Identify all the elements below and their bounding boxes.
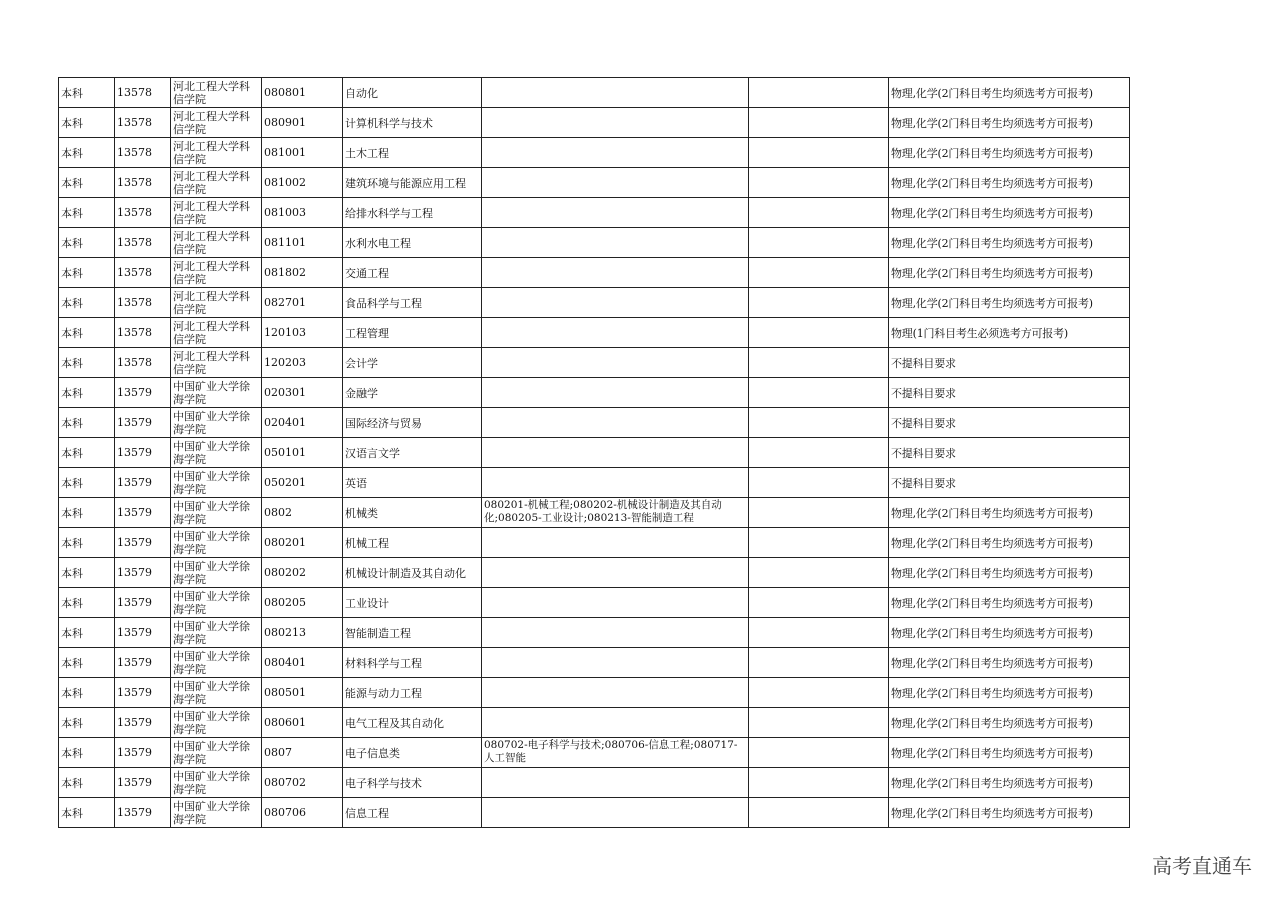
note-cell [749, 648, 889, 678]
level-cell: 本科 [59, 738, 115, 768]
major-code-cell: 080801 [262, 78, 343, 108]
table-row [59, 318, 1130, 348]
school-name-cell: 中国矿业大学徐海学院 [171, 768, 262, 798]
level-cell: 本科 [59, 618, 115, 648]
major-name-cell: 水利水电工程 [343, 228, 482, 258]
school-name-cell: 中国矿业大学徐海学院 [171, 738, 262, 768]
school-name-cell: 中国矿业大学徐海学院 [171, 558, 262, 588]
note-cell [749, 318, 889, 348]
school-code-cell: 13578 [115, 288, 171, 318]
school-code-cell: 13578 [115, 198, 171, 228]
school-code-cell: 13579 [115, 378, 171, 408]
level-cell: 本科 [59, 798, 115, 828]
major-name-cell: 给排水科学与工程 [343, 198, 482, 228]
school-name-cell: 中国矿业大学徐海学院 [171, 708, 262, 738]
subject-requirement-cell: 物理,化学(2门科目考生均须选考方可报考) [889, 108, 1130, 138]
school-name-cell: 中国矿业大学徐海学院 [171, 408, 262, 438]
subject-requirement-cell: 物理,化学(2门科目考生均须选考方可报考) [889, 558, 1130, 588]
major-name-cell: 电子信息类 [343, 738, 482, 768]
level-cell: 本科 [59, 528, 115, 558]
subject-requirement-cell: 物理,化学(2门科目考生均须选考方可报考) [889, 618, 1130, 648]
table-row [59, 378, 1130, 408]
major-name-cell: 金融学 [343, 378, 482, 408]
table-row [59, 348, 1130, 378]
major-name-cell: 电气工程及其自动化 [343, 708, 482, 738]
school-code-cell: 13579 [115, 618, 171, 648]
included-majors-cell [482, 138, 749, 168]
school-name-cell: 中国矿业大学徐海学院 [171, 618, 262, 648]
major-code-cell: 120203 [262, 348, 343, 378]
table-row [59, 438, 1130, 468]
major-code-cell: 081003 [262, 198, 343, 228]
major-name-cell: 电子科学与技术 [343, 768, 482, 798]
included-majors-cell [482, 468, 749, 498]
included-majors-cell [482, 78, 749, 108]
level-cell: 本科 [59, 708, 115, 738]
level-cell: 本科 [59, 168, 115, 198]
included-majors-cell [482, 708, 749, 738]
school-name-cell: 中国矿业大学徐海学院 [171, 798, 262, 828]
school-code-cell: 13579 [115, 768, 171, 798]
note-cell [749, 198, 889, 228]
school-code-cell: 13578 [115, 348, 171, 378]
table-row [59, 558, 1130, 588]
level-cell: 本科 [59, 408, 115, 438]
included-majors-cell [482, 588, 749, 618]
table-row [59, 258, 1130, 288]
school-code-cell: 13579 [115, 528, 171, 558]
table-row [59, 78, 1130, 108]
subject-requirement-cell: 物理,化学(2门科目考生均须选考方可报考) [889, 168, 1130, 198]
school-code-cell: 13578 [115, 108, 171, 138]
note-cell [749, 588, 889, 618]
school-code-cell: 13579 [115, 588, 171, 618]
included-majors-cell [482, 288, 749, 318]
major-name-cell: 信息工程 [343, 798, 482, 828]
level-cell: 本科 [59, 138, 115, 168]
major-code-cell: 080601 [262, 708, 343, 738]
included-majors-cell [482, 348, 749, 378]
level-cell: 本科 [59, 768, 115, 798]
level-cell: 本科 [59, 498, 115, 528]
school-code-cell: 13579 [115, 678, 171, 708]
major-name-cell: 食品科学与工程 [343, 288, 482, 318]
table-row [59, 198, 1130, 228]
school-name-cell: 河北工程大学科信学院 [171, 348, 262, 378]
school-code-cell: 13579 [115, 708, 171, 738]
note-cell [749, 138, 889, 168]
major-name-cell: 智能制造工程 [343, 618, 482, 648]
included-majors-cell [482, 228, 749, 258]
school-code-cell: 13578 [115, 168, 171, 198]
school-name-cell: 河北工程大学科信学院 [171, 258, 262, 288]
note-cell [749, 708, 889, 738]
level-cell: 本科 [59, 378, 115, 408]
school-code-cell: 13578 [115, 138, 171, 168]
table-row [59, 738, 1130, 768]
major-code-cell: 082701 [262, 288, 343, 318]
level-cell: 本科 [59, 78, 115, 108]
table-row [59, 528, 1130, 558]
school-code-cell: 13579 [115, 498, 171, 528]
school-name-cell: 河北工程大学科信学院 [171, 78, 262, 108]
major-name-cell: 汉语言文学 [343, 438, 482, 468]
note-cell [749, 168, 889, 198]
subject-requirement-cell: 物理,化学(2门科目考生均须选考方可报考) [889, 708, 1130, 738]
subject-requirement-cell: 物理,化学(2门科目考生均须选考方可报考) [889, 738, 1130, 768]
note-cell [749, 678, 889, 708]
subject-requirement-cell: 物理,化学(2门科目考生均须选考方可报考) [889, 768, 1130, 798]
school-code-cell: 13578 [115, 78, 171, 108]
level-cell: 本科 [59, 438, 115, 468]
table-row [59, 138, 1130, 168]
school-name-cell: 河北工程大学科信学院 [171, 288, 262, 318]
major-code-cell: 080501 [262, 678, 343, 708]
major-code-cell: 050101 [262, 438, 343, 468]
level-cell: 本科 [59, 468, 115, 498]
subject-requirement-cell: 物理,化学(2门科目考生均须选考方可报考) [889, 678, 1130, 708]
included-majors-cell [482, 558, 749, 588]
included-majors-cell [482, 258, 749, 288]
school-name-cell: 河北工程大学科信学院 [171, 168, 262, 198]
subject-requirement-cell: 物理,化学(2门科目考生均须选考方可报考) [889, 498, 1130, 528]
table-row [59, 108, 1130, 138]
major-code-cell: 080706 [262, 798, 343, 828]
school-name-cell: 中国矿业大学徐海学院 [171, 588, 262, 618]
major-code-cell: 050201 [262, 468, 343, 498]
major-code-cell: 080901 [262, 108, 343, 138]
level-cell: 本科 [59, 318, 115, 348]
major-name-cell: 机械类 [343, 498, 482, 528]
major-code-cell: 080213 [262, 618, 343, 648]
school-name-cell: 河北工程大学科信学院 [171, 108, 262, 138]
school-code-cell: 13578 [115, 258, 171, 288]
note-cell [749, 408, 889, 438]
major-name-cell: 英语 [343, 468, 482, 498]
major-code-cell: 120103 [262, 318, 343, 348]
school-name-cell: 中国矿业大学徐海学院 [171, 378, 262, 408]
major-code-cell: 081002 [262, 168, 343, 198]
included-majors-cell [482, 318, 749, 348]
major-name-cell: 自动化 [343, 78, 482, 108]
included-majors-cell [482, 678, 749, 708]
major-code-cell: 020401 [262, 408, 343, 438]
included-majors-cell [482, 108, 749, 138]
subject-requirement-cell: 不提科目要求 [889, 438, 1130, 468]
major-name-cell: 交通工程 [343, 258, 482, 288]
note-cell [749, 438, 889, 468]
subject-requirement-cell: 物理,化学(2门科目考生均须选考方可报考) [889, 798, 1130, 828]
level-cell: 本科 [59, 228, 115, 258]
school-name-cell: 河北工程大学科信学院 [171, 138, 262, 168]
level-cell: 本科 [59, 288, 115, 318]
major-name-cell: 机械设计制造及其自动化 [343, 558, 482, 588]
subject-requirement-cell: 物理,化学(2门科目考生均须选考方可报考) [889, 228, 1130, 258]
table-row [59, 498, 1130, 528]
table-row [59, 408, 1130, 438]
subject-requirement-cell: 物理,化学(2门科目考生均须选考方可报考) [889, 528, 1130, 558]
subject-requirement-cell: 不提科目要求 [889, 468, 1130, 498]
note-cell [749, 288, 889, 318]
school-name-cell: 中国矿业大学徐海学院 [171, 678, 262, 708]
subject-requirement-cell: 物理(1门科目考生必须选考方可报考) [889, 318, 1130, 348]
level-cell: 本科 [59, 108, 115, 138]
major-name-cell: 机械工程 [343, 528, 482, 558]
note-cell [749, 768, 889, 798]
major-name-cell: 计算机科学与技术 [343, 108, 482, 138]
included-majors-cell [482, 618, 749, 648]
level-cell: 本科 [59, 198, 115, 228]
major-code-cell: 081802 [262, 258, 343, 288]
table-row [59, 618, 1130, 648]
major-requirements-table [58, 77, 1130, 828]
included-majors-cell [482, 378, 749, 408]
major-code-cell: 0802 [262, 498, 343, 528]
school-code-cell: 13578 [115, 228, 171, 258]
major-name-cell: 国际经济与贸易 [343, 408, 482, 438]
major-code-cell: 080205 [262, 588, 343, 618]
subject-requirement-cell: 物理,化学(2门科目考生均须选考方可报考) [889, 78, 1130, 108]
included-majors-cell [482, 408, 749, 438]
table-row [59, 468, 1130, 498]
note-cell [749, 738, 889, 768]
school-name-cell: 河北工程大学科信学院 [171, 318, 262, 348]
major-name-cell: 土木工程 [343, 138, 482, 168]
subject-requirement-cell: 物理,化学(2门科目考生均须选考方可报考) [889, 288, 1130, 318]
subject-requirement-cell: 物理,化学(2门科目考生均须选考方可报考) [889, 198, 1130, 228]
subject-requirement-cell: 不提科目要求 [889, 408, 1130, 438]
included-majors-cell [482, 798, 749, 828]
school-code-cell: 13579 [115, 438, 171, 468]
subject-requirement-cell: 物理,化学(2门科目考生均须选考方可报考) [889, 648, 1130, 678]
school-name-cell: 中国矿业大学徐海学院 [171, 498, 262, 528]
major-code-cell: 081001 [262, 138, 343, 168]
table-row [59, 648, 1130, 678]
major-name-cell: 材料科学与工程 [343, 648, 482, 678]
table-row [59, 168, 1130, 198]
included-majors-cell: 080201-机械工程;080202-机械设计制造及其自动化;080205-工业设计;080213-智能制造工程 [482, 498, 749, 528]
level-cell: 本科 [59, 648, 115, 678]
major-code-cell: 080401 [262, 648, 343, 678]
level-cell: 本科 [59, 348, 115, 378]
subject-requirement-cell: 物理,化学(2门科目考生均须选考方可报考) [889, 258, 1130, 288]
table-row [59, 708, 1130, 738]
school-code-cell: 13579 [115, 798, 171, 828]
subject-requirement-cell: 不提科目要求 [889, 348, 1130, 378]
level-cell: 本科 [59, 678, 115, 708]
subject-requirement-cell: 不提科目要求 [889, 378, 1130, 408]
level-cell: 本科 [59, 588, 115, 618]
note-cell [749, 558, 889, 588]
table-row [59, 588, 1130, 618]
school-code-cell: 13579 [115, 468, 171, 498]
table-row [59, 228, 1130, 258]
table-row [59, 678, 1130, 708]
included-majors-cell [482, 198, 749, 228]
note-cell [749, 378, 889, 408]
major-code-cell: 080201 [262, 528, 343, 558]
school-name-cell: 中国矿业大学徐海学院 [171, 438, 262, 468]
school-code-cell: 13579 [115, 558, 171, 588]
major-code-cell: 0807 [262, 738, 343, 768]
school-code-cell: 13578 [115, 318, 171, 348]
level-cell: 本科 [59, 258, 115, 288]
note-cell [749, 78, 889, 108]
major-name-cell: 工业设计 [343, 588, 482, 618]
subject-requirement-cell: 物理,化学(2门科目考生均须选考方可报考) [889, 588, 1130, 618]
note-cell [749, 228, 889, 258]
major-name-cell: 会计学 [343, 348, 482, 378]
school-name-cell: 河北工程大学科信学院 [171, 228, 262, 258]
included-majors-cell [482, 168, 749, 198]
included-majors-cell [482, 438, 749, 468]
school-name-cell: 中国矿业大学徐海学院 [171, 528, 262, 558]
school-code-cell: 13579 [115, 648, 171, 678]
level-cell: 本科 [59, 558, 115, 588]
note-cell [749, 348, 889, 378]
note-cell [749, 258, 889, 288]
major-code-cell: 080202 [262, 558, 343, 588]
table-row [59, 798, 1130, 828]
school-code-cell: 13579 [115, 738, 171, 768]
major-code-cell: 020301 [262, 378, 343, 408]
watermark-text: 高考直通车 [1152, 854, 1252, 878]
major-name-cell: 能源与动力工程 [343, 678, 482, 708]
major-name-cell: 工程管理 [343, 318, 482, 348]
note-cell [749, 108, 889, 138]
note-cell [749, 528, 889, 558]
subject-requirement-cell: 物理,化学(2门科目考生均须选考方可报考) [889, 138, 1130, 168]
note-cell [749, 798, 889, 828]
table-row [59, 288, 1130, 318]
major-code-cell: 081101 [262, 228, 343, 258]
school-code-cell: 13579 [115, 408, 171, 438]
note-cell [749, 618, 889, 648]
school-name-cell: 河北工程大学科信学院 [171, 198, 262, 228]
included-majors-cell [482, 528, 749, 558]
school-name-cell: 中国矿业大学徐海学院 [171, 468, 262, 498]
included-majors-cell [482, 648, 749, 678]
major-name-cell: 建筑环境与能源应用工程 [343, 168, 482, 198]
table-body [59, 78, 1130, 828]
table-row [59, 768, 1130, 798]
included-majors-cell [482, 768, 749, 798]
note-cell [749, 498, 889, 528]
school-name-cell: 中国矿业大学徐海学院 [171, 648, 262, 678]
included-majors-cell: 080702-电子科学与技术;080706-信息工程;080717-人工智能 [482, 738, 749, 768]
major-code-cell: 080702 [262, 768, 343, 798]
note-cell [749, 468, 889, 498]
